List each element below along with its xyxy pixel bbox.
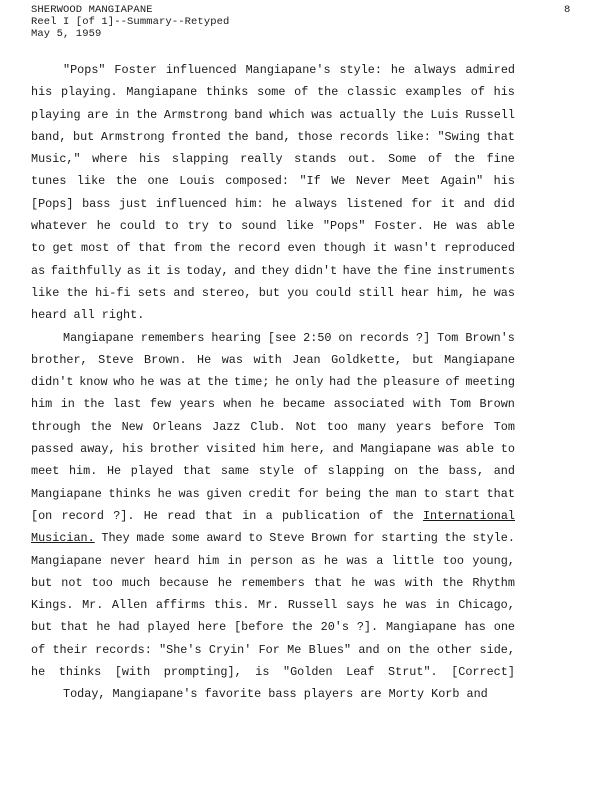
text-line: brother, Steve Brown. He was with Jean Goldkette, but Mangiapane bbox=[31, 352, 515, 367]
text-line: his playing. Mangiapane thinks some of the classic examples of his bbox=[31, 85, 515, 100]
text-line: didn't know who he was at the time; he only had the pleasure of meeting bbox=[31, 375, 515, 390]
header-reel: Reel I [of 1]--Summary--Retyped bbox=[31, 16, 230, 28]
text-line: heard all right. bbox=[31, 308, 145, 323]
text-line: Mangiapane thinks he was given credit for being the man to start that bbox=[31, 486, 515, 501]
text-line: Today, Mangiapane's favorite bass players are Morty Korb and bbox=[63, 687, 488, 702]
header-date: May 5, 1959 bbox=[31, 28, 102, 40]
text-line: through the New Orleans Jazz Club. Not too many years before Tom bbox=[31, 419, 515, 434]
text-line: tunes like the one Louis composed: "If We Never Meet Again" his bbox=[31, 174, 515, 189]
text-line: playing are in the Armstrong band which was actually the Luis Russell bbox=[31, 107, 515, 122]
text-line: Musician. They made some award to Steve Brown for starting the style. bbox=[31, 531, 515, 546]
text-line: meet him. He played that same style of slapping on the bass, and bbox=[31, 464, 515, 479]
text-line: band, but Armstrong fronted the band, those records like: "Swing that bbox=[31, 129, 515, 144]
text-line: [Pops] bass just influenced him: he always listened for it and did bbox=[31, 196, 515, 211]
text-line: him in the last few years when he became associated with Tom Brown bbox=[31, 397, 515, 412]
text-line: to get most of that from the record even though it wasn't reproduced bbox=[31, 241, 515, 256]
text-line: but that he had played here [before the 20's ?]. Mangiapane has one bbox=[31, 620, 515, 635]
text-line: he thinks [with prompting], is "Golden Leaf Strut". [Correct] bbox=[31, 665, 515, 680]
page-number: 8 bbox=[564, 4, 571, 16]
text-line: "Pops" Foster influenced Mangiapane's style: he always admired bbox=[63, 63, 515, 77]
text-line: Mangiapane never heard him in person as he was a little too young, bbox=[31, 553, 515, 568]
text-line: as faithfully as it is today, and they didn't have the fine instruments bbox=[31, 263, 515, 278]
text-line: Mangiapane remembers hearing [see 2:50 on records ?] Tom Brown's bbox=[63, 330, 515, 345]
text-line: Music," where his slapping really stands out. Some of the fine bbox=[31, 152, 515, 167]
transcript-body bbox=[31, 59, 515, 706]
text-line: of their records: "She's Cryin' For Me Blues" and on the other side, bbox=[31, 642, 515, 657]
text-line: but not too much because he remembers that he was with the Rhythm bbox=[31, 575, 515, 590]
text-line: [on record ?]. He read that in a publication of the International bbox=[31, 508, 515, 523]
header-title: SHERWOOD MANGIAPANE bbox=[31, 4, 153, 16]
text-line: like the hi-fi sets and stereo, but you could still hear him, he was bbox=[31, 285, 515, 300]
text-line: whatever he could to try to sound like "Pops" Foster. He was able bbox=[31, 219, 515, 234]
text-line: Kings. Mr. Allen affirms this. Mr. Russell says he was in Chicago, bbox=[31, 598, 515, 613]
text-line: passed away, his brother visited him here, and Mangiapane was able to bbox=[31, 442, 515, 457]
